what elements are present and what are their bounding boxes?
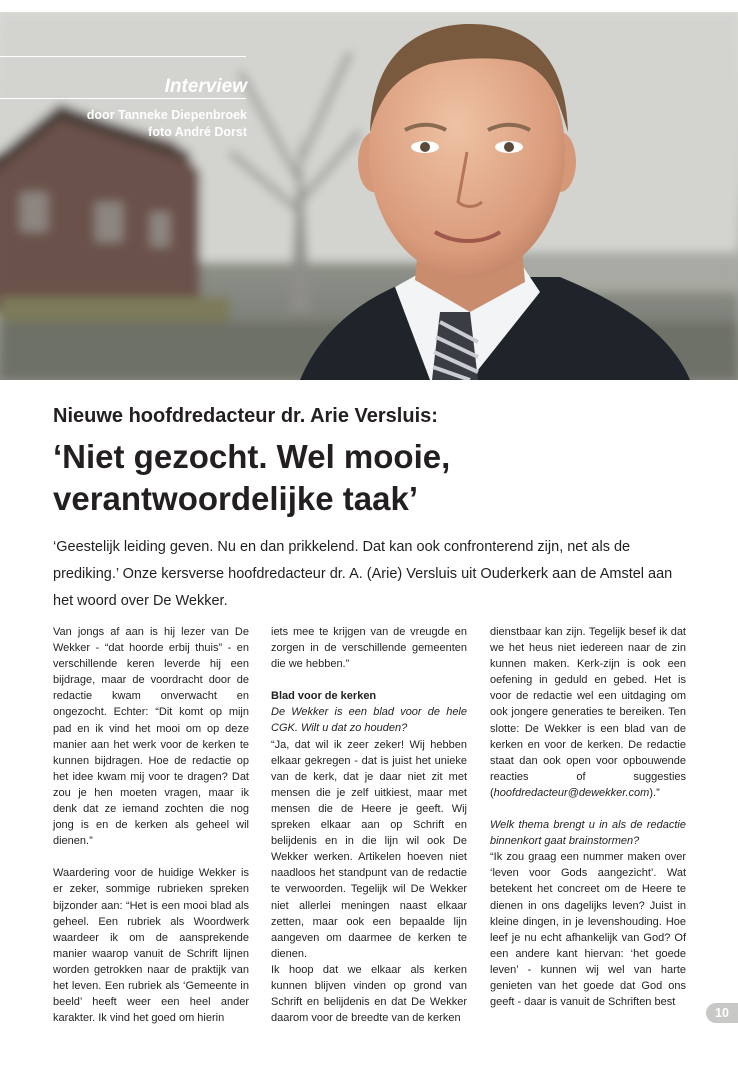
article-headline xyxy=(53,436,713,520)
paragraph-text: ).” xyxy=(649,786,660,799)
header-photo xyxy=(0,12,738,380)
interview-question: De Wekker is een blad voor de hele CGK. Wilt u dat zo houden? xyxy=(271,706,467,735)
paragraph-text: dienstbaar kan zijn. Tegelijk besef ik dat we het heus niet iedereen naar de zin kunnen maken. Kerk-zijn is ook een oefening in geduld en gebed. Het is voor de redactie wel een uitdaging om ook jongere generaties te bereiken. Ten slotte: De Wekker is een blad van de kerken en voor de kerken. De redactie staat dan ook open voor opbouwende reacties of suggesties ( xyxy=(490,626,686,799)
body-column-2 xyxy=(271,624,467,1026)
paragraph xyxy=(490,624,686,801)
photo-credit: foto André Dorst xyxy=(148,125,247,139)
paragraph: iets mee te krijgen van de vreugde en zorgen in de verschillende gemeenten die we hebben.” xyxy=(271,626,467,671)
author-credit: door Tanneke Diepenbroek xyxy=(86,108,247,122)
section-tag: Interview xyxy=(164,76,247,97)
paragraph: “Ja, dat wil ik zeer zeker! Wij hebben elkaar gekregen - dat is juist het unieke van de kerk, dat je daar niet zit met mensen die je zelf uitkiest, maar met mensen die de Heere je geeft. Wij spreken elkaar aan op Schrift en belijdenis en in die lijn wil ook De Wekker werken. Artikelen hoeven niet naadloos het standpunt van de redactie te verwoorden. Tegelijk wil De Wekker niet allerlei meningen naast elkaar zetten, maar ook een bepaalde lijn aangeven om daarmee de kerken te dienen. xyxy=(271,738,467,960)
body-column-1 xyxy=(53,624,249,1026)
paragraph: Van jongs af aan is hij lezer van De Wekker - “dat hoorde erbij thuis” - en verschillende keren leverde hij een bijdrage, maar de voordracht door de redactie kwam onverwacht en ongezocht. Echter: “Dit komt op mijn pad en ik vind het mooi om op deze manier aan het werk voor de kerken te kunnen bijdragen. Hoe de redactie op het idee kwam mij voor te dragen? Dat zou je hen moeten vragen, maar ik denk dat ze iemand zochten die nog jong is en de kerken als geheel wil dienen.” xyxy=(53,626,249,848)
paragraph: Waardering voor de huidige Wekker is er zeker, sommige rubrieken spreken bijzonder aan: “Het is een mooi blad als geheel. Een rubriek als Woordwerk waardeer ik om de aansprekende manier waarop vanuit de Schrift lijnen worden getrokken naar de praktijk van het leven. Een rubriek als ‘Gemeente in beeld’ heeft weer een heel ander karakter. Ik vind het goed om hierin xyxy=(53,867,249,1025)
headline-line-2: verantwoordelijke taak’ xyxy=(53,480,418,517)
paragraph: Ik hoop dat we elkaar als kerken kunnen blijven vinden op grond van Schrift en belijdenis en dat De Wekker daarom voor de breedte van de kerken xyxy=(271,963,467,1025)
portrait-illustration xyxy=(0,12,738,380)
interview-question: Welk thema brengt u in als de redactie binnenkort gaat brainstormen? xyxy=(490,819,686,848)
article-kicker: Nieuwe hoofdredacteur dr. Arie Versluis: xyxy=(53,405,438,427)
tag-rule-top xyxy=(0,56,246,57)
tag-rule-bottom xyxy=(0,98,246,99)
headline-line-1: ‘Niet gezocht. Wel mooie, xyxy=(53,438,451,475)
page-number: 10 xyxy=(706,1003,738,1023)
contact-email: hoofdredacteur@dewekker.com xyxy=(493,786,650,799)
subheading: Blad voor de kerken xyxy=(271,690,377,703)
paragraph: “Ik zou graag een nummer maken over ‘leven voor Gods aangezicht’. Wat betekent het concreet om de Heere te dienen in ons dagelijks leven? Juist in kleine dingen, in je levenshouding. Hoe leef je nu echt afhankelijk van God? Of een andere kant hiervan: ‘het goede leven’ - kunnen wij wel van harte genieten van het goede dat God ons geeft - daar is vanuit de Schriften best xyxy=(490,851,686,1009)
article-lead: ‘Geestelijk leiding geven. Nu en dan prikkelend. Dat kan ook confronterend zijn, net als de prediking.’ Onze kersverse hoofdredacteur dr. A. (Arie) Versluis uit Ouderkerk aan de Amstel aan het woord over De Wekker. xyxy=(53,539,673,609)
body-column-3 xyxy=(490,624,686,1010)
